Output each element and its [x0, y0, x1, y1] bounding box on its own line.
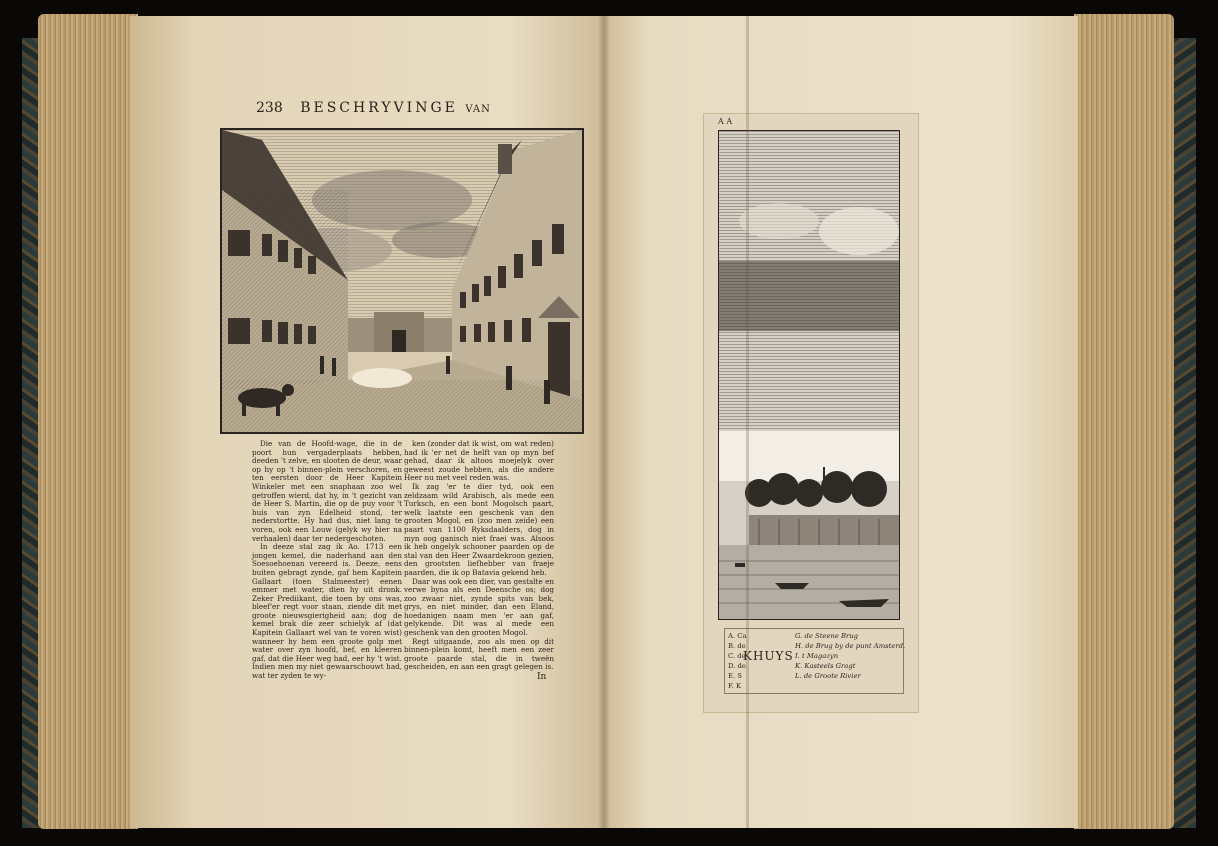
paragraph: In deeze stal zag ik Ao. 1713 een jongen kemel, die naderhand aan den Soesoehoenan vereerd is. Deeze, eens buiten gebragt zynde, gaf hem Kapitein Gallaart (toen Stalmeester) eenen emmer met water, dien hy uit dronk. Zeker Prediikant, die toen by ons was, bleef'er regt voor staan, ziende dit met groote nieuwsgierigheid aan; dog de kemel brak die zeer schielyk af (dat Kapitein Gallaart wel van te voren wist) wanneer hy hem een groote golp met water over zyn hoofd, bef, en kleeren gaf, dat die Heer weg had, eer hy 't wist. Indien men my niet gewaarschouwt had, wat ter zyden te wy- — [252, 542, 402, 681]
running-head-suffix: VAN — [465, 104, 491, 115]
folded-plate — [704, 114, 918, 712]
legend-entry: K. Kasteels Gragt — [795, 662, 856, 670]
page-edges-right — [1074, 14, 1174, 829]
legend-entry: B. de — [728, 642, 746, 650]
running-head — [256, 100, 491, 116]
page-number: 238 — [256, 100, 283, 116]
plate-fold-line — [746, 16, 749, 828]
legend-entry: I. t Magazyn — [795, 652, 839, 660]
legend-entry: E. S — [728, 672, 742, 680]
plate-corner-mark: A A — [718, 117, 733, 126]
running-head-title: BESCHRYVINGE — [300, 100, 458, 116]
legend-entry: G. de Steene Brug — [795, 632, 859, 640]
legend-entry: L. de Groote Rivier — [795, 672, 861, 680]
legend-entry: F. K — [728, 682, 742, 690]
paragraph: Die van de Hoofd-wage, die in de poort hun vergaderplaats hebben, deeden 't zelve, en slooten de deur, waar op hy op 't binnen-plein verschoren, en ten eersten door de Heer Kapitein Winkeler met een snaphaan zoo wel getroffen wierd, dat hy, in 't gezicht van de Heer S. Martin, die op de puy voor 't huis van zyn Edelheid stond, ter nederstortte. Hy had dus, niet lang te voren, ook een Louw (gelyk wy hier na verhaalen) daar ter nedergeschoten. — [252, 439, 402, 543]
legend-entry: C. de — [728, 652, 746, 660]
legend-entry: H. de Brug by de punt Amsterd. — [795, 642, 906, 650]
text-column-2 — [404, 440, 554, 672]
catchword: In — [537, 672, 547, 682]
legend-entry: D. de — [728, 662, 746, 670]
legend-entry: A. Ca — [728, 632, 747, 640]
page-edges-left — [38, 14, 138, 829]
legend-right-column — [795, 631, 905, 681]
paragraph: ken (zonder dat ik wist, om wat reden) had ik 'er net de helft van op myn bef gehad, daar ik altoos moejelyk over geweest zoude hebben, als die andere Heer nu met veel reden was. — [404, 439, 554, 483]
legend-center-word: KHUYS — [743, 649, 794, 663]
book-gutter — [598, 16, 610, 828]
text-column-1 — [252, 440, 402, 681]
courtyard-engraving — [220, 128, 584, 434]
paragraph: Regt uitgaande, zoo als men op dit binnen-plein komt, heeft men een zeer groote paarde stal, die in tweën gescheiden, en aan een gragt gelegen is. — [404, 636, 554, 672]
paragraph: Ik zag 'er te dier tyd, ook een zeldzaam wild Arabisch, als mede een Turksch, en een bont Mogolsch paart, welk laatste een geschenk van den grooten Mogol, en (zoo men zeide) een paart van 1100 Ryksdaalders, dog in myn oog ganisch niet fraei was. Alsoos ik heb ongelyk schooner paarden op de stal van den Heer Zwaardekroon gezien, den grootsten liefhebber van fraeje paarden, die ik op Batavia gekend heb. — [404, 481, 554, 577]
paragraph: Daar was ook een dier, van gestalte en verwe byna als een Deensche os; dog zoo zwaar niet, zynde spits van bek, grys, en niet minder, dan een Eland, hoedanigen naam men 'er aan gaf, gelykende. Dit was al mede een geschenk van den grooten Mogol. — [404, 576, 554, 638]
plate-legend — [724, 628, 904, 694]
